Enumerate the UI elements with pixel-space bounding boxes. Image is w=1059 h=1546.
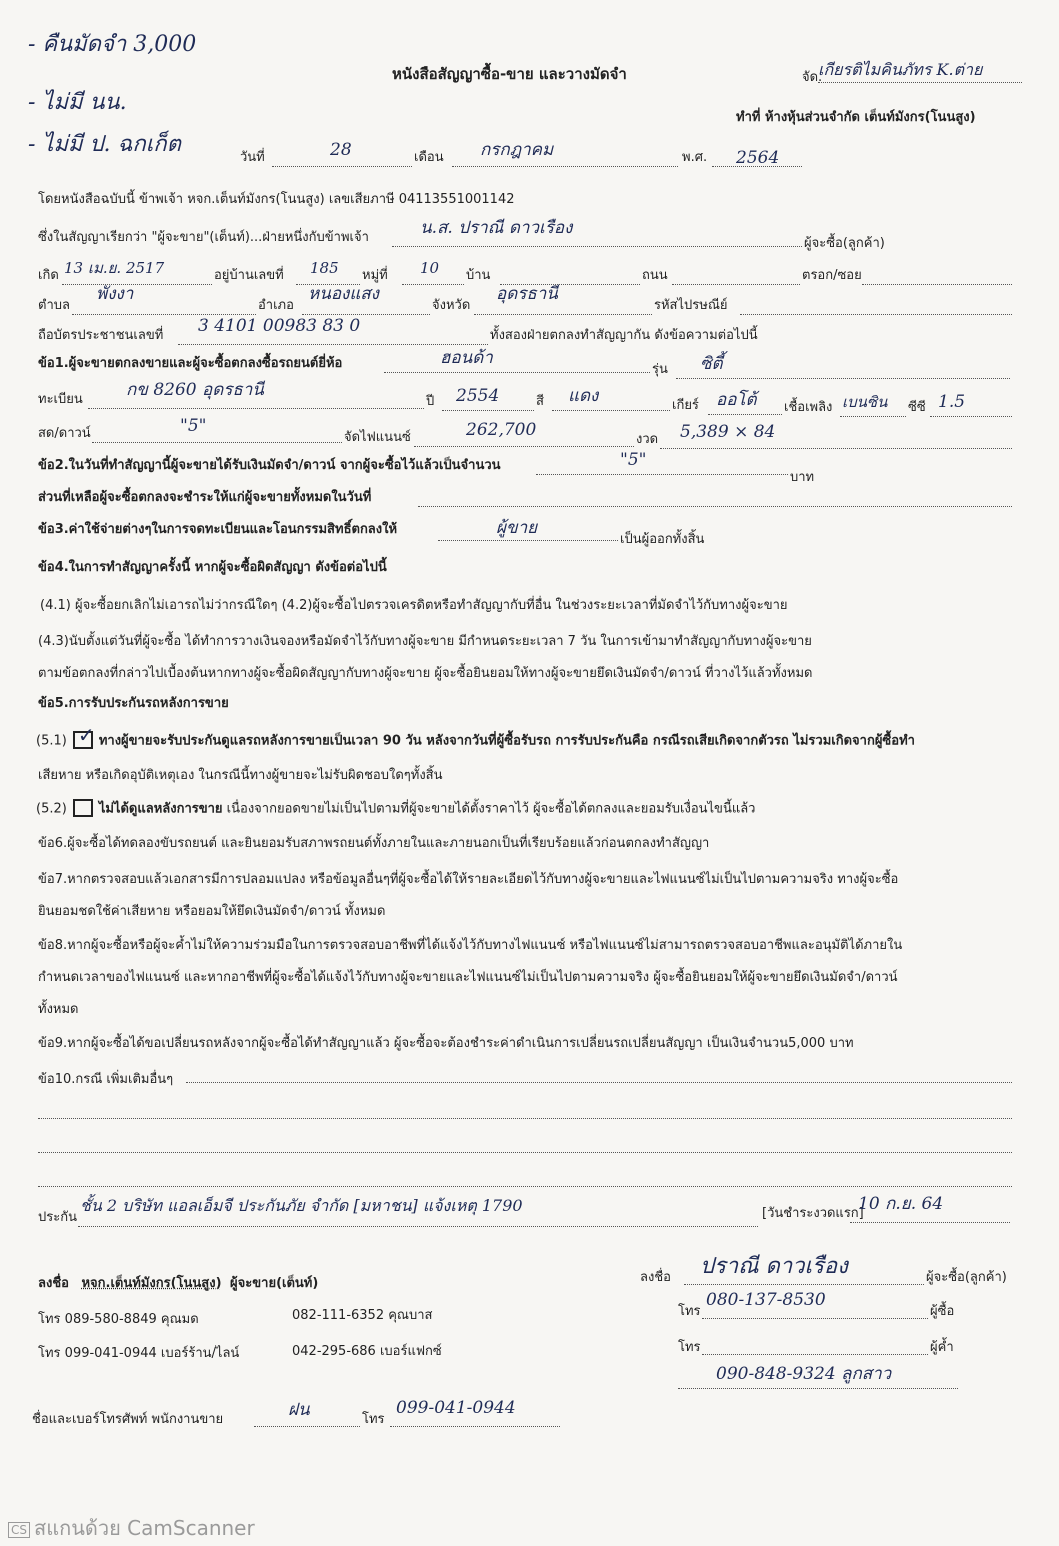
opt2-text: เนื่องจากยอดขายไม่เป็นไปตามที่ผู้จะขายได้ตั้งราคาไว้ ผู้จะซื้อได้ตกลงและยอมรับเงื่อนไขนี้แล้ว	[222, 801, 756, 817]
amphoe-label: อำเภอ	[258, 298, 294, 313]
installment-label: งวด	[636, 432, 659, 447]
place-text: ทำที่ ห้างหุ้นส่วนจำกัด เต็นท์มังกร(โนนสูง)	[736, 110, 976, 125]
cc-line	[930, 416, 1012, 417]
salesperson-tel-line	[390, 1426, 560, 1427]
handwritten-note-jacket: - ไม่มี ป. ฉกเก็ต	[28, 132, 181, 157]
province-value: อุดรธานี	[496, 284, 558, 304]
opt2-bold: ไม่ได้ดูแลหลังการขาย	[98, 801, 223, 817]
guarantor-role: ผู้ค้ำ	[930, 1340, 954, 1355]
moo-line	[402, 284, 464, 285]
baht-unit: บาท	[790, 470, 815, 485]
buyer-name-line	[392, 246, 802, 247]
rest-date-line	[418, 506, 1012, 507]
agent-value: เกียรติไมคินภัทร K.ต่าย	[818, 60, 983, 79]
deposit-amount: "5"	[620, 450, 647, 470]
caryear-line	[442, 410, 534, 411]
clause8-l2: กำหนดเวลาของไฟแนนซ์ และหากอาชีพที่ผู้จะซื้อได้แจ้งไว้กับทางผู้จะขายและไฟแนนซ์ไม่เป็นไปตามความจริง ผู้จะซื้อยินยอมให้ผู้จะขายยึดเงินมัดจำ/ดาวน์	[38, 970, 898, 985]
province-line	[474, 314, 652, 315]
salesperson-name-line	[254, 1426, 360, 1427]
car-model: ซิตี้	[700, 354, 723, 374]
soi-line	[862, 284, 1012, 285]
clause10-line4	[38, 1186, 1012, 1187]
month-label: เดือน	[414, 150, 444, 165]
id-label: ถือบัตรประชาชนเลขที่	[38, 328, 164, 343]
moo-value: 10	[420, 259, 440, 277]
house-label: อยู่บ้านเลขที่	[214, 268, 284, 283]
tambon-label: ตำบล	[38, 298, 70, 313]
clause1-text: ข้อ1.ผู้จะขายตกลงขายและผู้จะซื้อตกลงซื้อรถยนต์ยี่ห้อ	[38, 356, 343, 371]
clause7-l2: ยินยอมชดใช้ค่าเสียหาย หรือยอมให้ยึดเงินมัดจำ/ดาวน์ ทั้งหมด	[38, 904, 386, 919]
id-line	[178, 344, 488, 345]
clause8-l1: ข้อ8.หากผู้จะซื้อหรือผู้จะค้ำไม่ให้ความร่วมมือในการตรวจสอบอาชีพที่ได้แจ้งไว้กับทางไฟแนนซ์ หรือไฟแนนซ์ไม่สามารถตรวจสอบอาชีพและอนุมัติได้ภายใน	[38, 938, 903, 953]
clause10-line2	[38, 1118, 1012, 1119]
moo-label: หมู่ที่	[362, 268, 388, 283]
color-line	[552, 410, 670, 411]
clause10-line1	[186, 1082, 1012, 1083]
clause4-p3: ตามข้อตกลงที่กล่าวไปเบื้องต้นหากทางผู้จะซื้อผิดสัญญากับทางผู้จะขาย ผู้จะซื้อยินยอมให้ทางผู้จะขายยึดเงินมัดจำ/ดาวน์ ที่วางไว้แล้วทั้งหมด	[38, 666, 813, 681]
year-label: พ.ศ.	[682, 150, 708, 165]
province-label: จังหวัด	[432, 298, 471, 313]
car-gear: ออโต้	[716, 390, 757, 410]
payer-line	[438, 540, 618, 541]
salesperson-tel-label: โทร	[362, 1412, 385, 1427]
clause9: ข้อ9.หากผู้จะซื้อได้ขอเปลี่ยนรถหลังจากผู้จะซื้อได้ทำสัญญาแล้ว ผู้จะซื้อจะต้องชำระค่าดำเนินการเปลี่ยนรถเปลี่ยนสัญญา เป็นเงินจำนวน5,000 บาท	[38, 1036, 854, 1051]
clause2-rest: ส่วนที่เหลือผู้จะซื้อตกลงจะชำระให้แก่ผู้จะขายทั้งหมดในวันที่	[38, 490, 372, 505]
day-value: 28	[330, 140, 352, 160]
installment-line	[660, 448, 1012, 449]
opt1-number: (5.1)	[36, 733, 67, 749]
clause7-l1: ข้อ7.หากตรวจสอบแล้วเอกสารมีการปลอมแปลง หรือข้อมูลอื่นๆที่ผู้จะซื้อได้ให้รายละเอียดไว้กับทางผู้จะขายและไฟแนนซ์ไม่เป็นไปตามความจริง ทางผู้จะซื้อ	[38, 872, 899, 887]
clause10-label: ข้อ10.กรณี เพิ่มเติมอื่นๆ	[38, 1072, 174, 1087]
car-color: แดง	[568, 386, 599, 406]
finance-line	[414, 446, 634, 447]
clause3-text: ข้อ3.ค่าใช้จ่ายต่างๆในการจดทะเบียนและโอนกรรมสิทธิ์ตกลงให้	[38, 522, 398, 537]
seller-sign-label: ลงชื่อ	[38, 1276, 69, 1291]
handwritten-note-deposit: - คืนมัดจำ 3,000	[28, 32, 197, 57]
fuel-label: เชื้อเพลิง	[784, 400, 833, 415]
opt1-text: ทางผู้ขายจะรับประกันดูแลรถหลังการขายเป็นเวลา 90 วัน หลังจากวันที่ผู้ซื้อรับรถ การรับประกันคือ กรณีรถเสียเกิดจากตัวรถ ไม่รวมเกิดจากผู้ซื้อทำ	[98, 733, 915, 749]
buyer-name: น.ส. ปราณี ดาวเรือง	[420, 218, 573, 238]
car-fuel: เบนซิน	[842, 393, 888, 411]
warranty-option-2	[36, 800, 755, 818]
soi-label: ตรอก/ซอย	[802, 268, 862, 283]
insurance-label: ประกัน	[38, 1210, 77, 1225]
opt2-number: (5.2)	[36, 801, 67, 817]
fuel-line	[840, 416, 906, 417]
guarantor-tel-value: 090-848-9324 ลูกสาว	[716, 1364, 892, 1384]
agent-line	[818, 82, 1022, 83]
plate-line	[88, 408, 424, 409]
buyer-tel-line	[702, 1318, 928, 1319]
clause4-p1: (4.1) ผู้จะซื้อยกเลิกไม่เอารถไม่ว่ากรณีใดๆ (4.2)ผู้จะซื้อไปตรวจเครดิตหรือทำสัญญากับที่อื่น ในช่วงระยะเวลาที่มัดจำไว้กับทางผู้จะขาย	[40, 598, 788, 613]
buyer-sign-label: ลงชื่อ	[640, 1270, 671, 1285]
down-value: "5"	[180, 416, 207, 436]
opt1-continuation: เสียหาย หรือเกิดอุบัติเหตุเอง ในกรณีนี้ทางผู้ขายจะไม่รับผิดชอบใดๆทั้งสิ้น	[38, 768, 443, 783]
finance-label: จัดไฟแนนซ์	[344, 430, 411, 445]
clause3-end: เป็นผู้ออกทั้งสิ้น	[620, 532, 705, 547]
tambon-value: พังงา	[96, 284, 134, 304]
month-line	[452, 166, 678, 167]
payer-value: ผู้ขาย	[496, 518, 538, 538]
seller-phone-1: โทร 089-580-8849 คุณมด	[38, 1312, 199, 1327]
document-title: หนังสือสัญญาซื้อ-ขาย และวางมัดจำ	[392, 65, 627, 83]
car-year: 2554	[456, 386, 500, 406]
clause4-p2: (4.3)นับตั้งแต่วันที่ผู้จะซื้อ ได้ทำการวางเงินจองหรือมัดจำไว้กับทางผู้จะขาย มีกำหนดระยะเวลา 7 วัน ในการเข้ามาทำสัญญากับทางผู้จะขาย	[38, 634, 812, 649]
road-label: ถนน	[642, 268, 668, 283]
first-due-label: [วันชำระงวดแรก]	[762, 1206, 864, 1221]
born-value: 13 เม.ย. 2517	[64, 259, 165, 277]
agent-label: จัด.	[802, 70, 823, 85]
seller-phone-3: โทร 099-041-0944 เบอร์ร้าน/ไลน์	[38, 1346, 240, 1361]
salesperson-label: ชื่อและเบอร์โทรศัพท์ พนักงานขาย	[32, 1412, 224, 1427]
seller-role: ผู้จะขาย(เต็นท์)	[230, 1276, 319, 1291]
salesperson-name: ฝน	[288, 1400, 310, 1420]
clause5-heading: ข้อ5.การรับประกันรถหลังการขาย	[38, 696, 229, 711]
check-icon: ✓	[77, 723, 95, 747]
agree-text: ทั้งสองฝ่ายตกลงทำสัญญากัน ดังข้อความต่อไปนี้	[490, 328, 758, 343]
seller-name: หจก.เต็นท์มังกร(โนนสูง)	[81, 1276, 222, 1291]
no-warranty-checkbox[interactable]	[73, 799, 93, 817]
tambon-line	[72, 314, 256, 315]
color-label: สี	[536, 394, 544, 409]
plate-label: ทะเบียน	[38, 392, 83, 407]
gear-line	[708, 414, 782, 415]
car-cc: 1.5	[938, 392, 966, 412]
caryear-label: ปี	[426, 394, 435, 409]
buyer-tel-role: ผู้ซื้อ	[930, 1304, 955, 1319]
amphoe-value: หนองแสง	[308, 284, 379, 304]
gear-label: เกียร์	[672, 398, 699, 413]
buyer-sign-line	[684, 1284, 924, 1285]
buyer-tel-label: โทร	[678, 1304, 701, 1319]
clause6: ข้อ6.ผู้จะซื้อได้ทดลองขับรถยนต์ และยินยอมรับสภาพรถยนต์ทั้งภายในและภายนอกเป็นที่เรียบร้อยแล้วก่อนตกลงทำสัญญา	[38, 836, 710, 851]
insurance-line	[78, 1226, 758, 1227]
day-line	[272, 166, 412, 167]
intro-line1: โดยหนังสือฉบับนี้ ข้าพเจ้า หจก.เต็นท์มังกร(โนนสูง) เลขเสียภาษี 04113551001142	[38, 192, 515, 207]
guarantor-tel-label: โทร	[678, 1340, 701, 1355]
camscanner-text: สแกนด้วย CamScanner	[34, 1516, 255, 1540]
id-value: 3 4101 00983 83 0	[198, 316, 361, 336]
down-label: สด/ดาวน์	[38, 426, 91, 441]
year-value: 2564	[736, 148, 780, 168]
born-label: เกิด	[38, 268, 59, 283]
buyer-role: ผู้จะซื้อ(ลูกค้า)	[804, 236, 885, 251]
buyer-tel-value: 080-137-8530	[706, 1290, 826, 1310]
camscanner-logo-icon: CS	[8, 1522, 30, 1538]
guarantor-tel-line	[702, 1354, 928, 1355]
clause10-line3	[38, 1152, 1012, 1153]
postal-line	[740, 314, 1012, 315]
model-label: รุ่น	[652, 362, 668, 377]
first-due-line	[850, 1222, 1010, 1223]
clause8-l3: ทั้งหมด	[38, 1002, 79, 1017]
road-line	[672, 284, 800, 285]
intro-line2: ซึ่งในสัญญาเรียกว่า "ผู้จะขาย"(เต็นท์)...ฝ่ายหนึ่งกับข้าพเจ้า	[38, 230, 369, 245]
camscanner-watermark	[8, 1512, 255, 1544]
warranty-option-1	[36, 723, 915, 750]
day-label: วันที่	[240, 150, 265, 165]
brand-line	[384, 372, 650, 373]
postal-label: รหัสไปรษณีย์	[654, 298, 728, 313]
car-brand: ฮอนด้า	[440, 348, 493, 368]
first-due-value: 10 ก.ย. 64	[858, 1194, 944, 1214]
car-plate: กข 8260 อุดรธานี	[126, 380, 264, 400]
house-value: 185	[310, 259, 339, 277]
deposit-line	[536, 474, 788, 475]
finance-value: 262,700	[466, 420, 537, 440]
installment-value: 5,389 × 84	[680, 422, 776, 442]
clause4-heading: ข้อ4.ในการทำสัญญาครั้งนี้ หากผู้จะซื้อผิดสัญญา ดังข้อต่อไปนี้	[38, 560, 387, 575]
salesperson-tel-value: 099-041-0944	[396, 1398, 516, 1418]
model-line	[676, 378, 1010, 379]
guarantor-extra-line	[678, 1388, 958, 1389]
insurance-value: ชั้น 2 บริษัท แอลเอ็มจี ประกันภัย จำกัด [มหาชน] แจ้งเหตุ 1790	[80, 1196, 523, 1215]
seller-phone-4: 042-295-686 เบอร์แฟกซ์	[292, 1344, 442, 1359]
cc-label: ซีซี	[908, 400, 926, 415]
month-value: กรกฎาคม	[480, 140, 554, 160]
clause2-text: ข้อ2.ในวันที่ทำสัญญานี้ผู้จะขายได้รับเงินมัดจำ/ดาวน์ จากผู้จะซื้อไว้แล้วเป็นจำนวน	[38, 458, 501, 473]
seller-sign-block	[38, 1276, 318, 1292]
amphoe-line	[302, 314, 430, 315]
buyer-signature: ปราณี ดาวเรือง	[700, 1254, 848, 1279]
seller-phone-2: 082-111-6352 คุณบาส	[292, 1308, 433, 1323]
buyer-sign-role: ผู้จะซื้อ(ลูกค้า)	[926, 1270, 1007, 1285]
handwritten-note-weight: - ไม่มี นน.	[28, 90, 127, 115]
village-label: บ้าน	[466, 268, 491, 283]
born-line	[62, 284, 212, 285]
down-line	[92, 442, 342, 443]
warranty-checkbox-checked[interactable]	[73, 723, 95, 749]
